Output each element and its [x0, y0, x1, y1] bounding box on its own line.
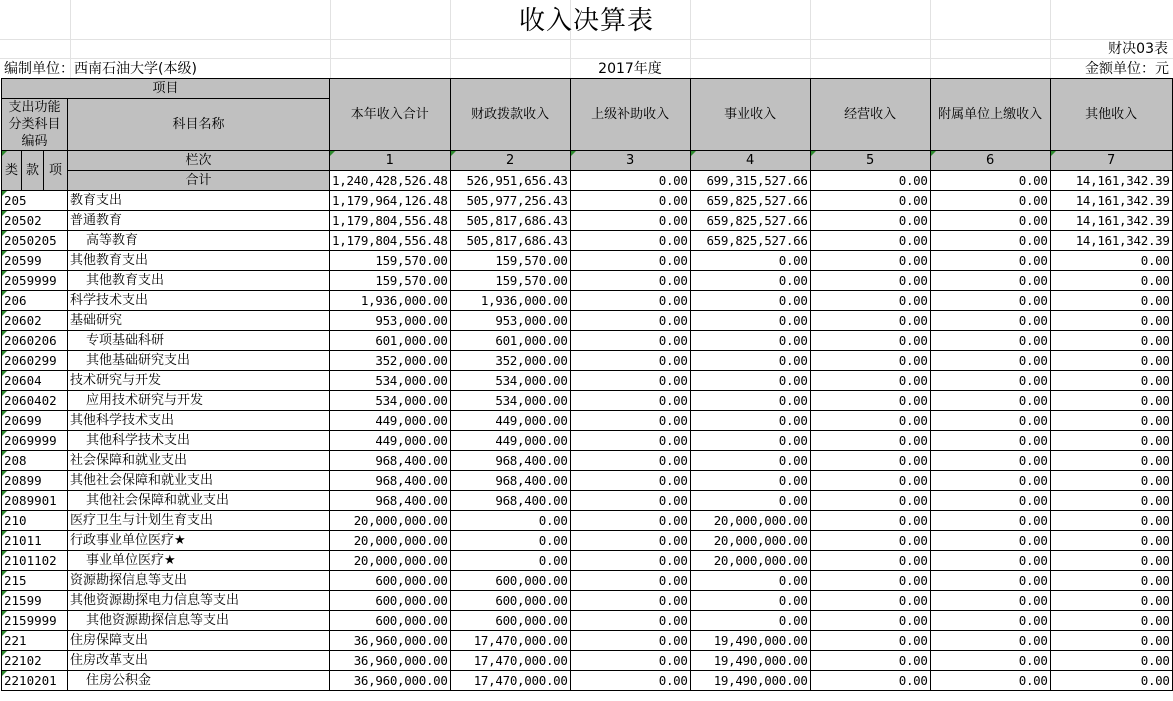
- row-code-cell[interactable]: 205: [2, 191, 68, 211]
- row-value-cell-2[interactable]: 17,470,000.00: [450, 671, 570, 691]
- row-value-cell-6[interactable]: 0.00: [930, 311, 1050, 331]
- header-affiliated-income[interactable]: 附属单位上缴收入: [930, 79, 1050, 151]
- row-value-cell-7[interactable]: 0.00: [1050, 291, 1172, 311]
- table-row: [2, 531, 1173, 551]
- row-name-cell[interactable]: 住房保障支出: [68, 631, 330, 651]
- row-code-cell[interactable]: 2159999: [2, 611, 68, 631]
- row-value-cell-7[interactable]: 0.00: [1050, 571, 1172, 591]
- row-value-cell-5[interactable]: 0.00: [810, 531, 930, 551]
- row-value-cell-2[interactable]: 534,000.00: [450, 391, 570, 411]
- row-code-cell[interactable]: 21599: [2, 591, 68, 611]
- row-value-cell-7[interactable]: 14,161,342.39: [1050, 211, 1172, 231]
- row-value-cell-1[interactable]: 1,179,804,556.48: [330, 231, 451, 251]
- row-value-cell-3[interactable]: 0.00: [570, 331, 690, 351]
- row-name-cell[interactable]: 高等教育: [68, 231, 330, 251]
- row-value-cell-1[interactable]: 600,000.00: [330, 591, 451, 611]
- row-value-cell-6[interactable]: 0.00: [930, 611, 1050, 631]
- row-value-cell-4[interactable]: 19,490,000.00: [690, 671, 810, 691]
- row-value-cell-7[interactable]: 0.00: [1050, 391, 1172, 411]
- row-value-cell-4[interactable]: 0.00: [690, 591, 810, 611]
- row-value-cell-6[interactable]: 0.00: [930, 331, 1050, 351]
- row-value-cell-6[interactable]: 0.00: [930, 451, 1050, 471]
- col-number-7[interactable]: 7: [1050, 151, 1172, 171]
- row-code-cell[interactable]: 215: [2, 571, 68, 591]
- row-name-cell[interactable]: 住房改革支出: [68, 651, 330, 671]
- col-number-3[interactable]: 3: [570, 151, 690, 171]
- total-cell-4[interactable]: 699,315,527.66: [690, 171, 810, 191]
- row-value-cell-2[interactable]: 0.00: [450, 531, 570, 551]
- row-value-cell-3[interactable]: 0.00: [570, 491, 690, 511]
- row-name-cell[interactable]: 其他科学技术支出: [68, 411, 330, 431]
- row-value-cell-5[interactable]: 0.00: [810, 551, 930, 571]
- row-value-cell-5[interactable]: 0.00: [810, 251, 930, 271]
- row-value-cell-4[interactable]: 0.00: [690, 311, 810, 331]
- header-business-income[interactable]: 事业收入: [690, 79, 810, 151]
- row-value-cell-5[interactable]: 0.00: [810, 291, 930, 311]
- row-value-cell-3[interactable]: 0.00: [570, 571, 690, 591]
- row-value-cell-4[interactable]: 20,000,000.00: [690, 531, 810, 551]
- row-value-cell-5[interactable]: 0.00: [810, 191, 930, 211]
- row-value-cell-5[interactable]: 0.00: [810, 451, 930, 471]
- row-value-cell-2[interactable]: 159,570.00: [450, 251, 570, 271]
- row-value-cell-5[interactable]: 0.00: [810, 511, 930, 531]
- table-row: [2, 231, 1173, 251]
- row-value-cell-7[interactable]: 0.00: [1050, 411, 1172, 431]
- row-value-cell-1[interactable]: 600,000.00: [330, 571, 451, 591]
- row-value-cell-6[interactable]: 0.00: [930, 291, 1050, 311]
- col-number-6[interactable]: 6: [930, 151, 1050, 171]
- row-value-cell-1[interactable]: 36,960,000.00: [330, 671, 451, 691]
- row-value-cell-2[interactable]: 968,400.00: [450, 471, 570, 491]
- row-value-cell-6[interactable]: 0.00: [930, 271, 1050, 291]
- row-value-cell-1[interactable]: 600,000.00: [330, 611, 451, 631]
- row-value-cell-1[interactable]: 159,570.00: [330, 271, 451, 291]
- row-name-cell[interactable]: 医疗卫生与计划生育支出: [68, 511, 330, 531]
- row-value-cell-3[interactable]: 0.00: [570, 251, 690, 271]
- row-code-cell[interactable]: 2060206: [2, 331, 68, 351]
- row-value-cell-1[interactable]: 968,400.00: [330, 451, 451, 471]
- row-code-cell[interactable]: 2060402: [2, 391, 68, 411]
- row-value-cell-3[interactable]: 0.00: [570, 511, 690, 531]
- row-value-cell-1[interactable]: 601,000.00: [330, 331, 451, 351]
- header-fiscal-income[interactable]: 财政拨款收入: [450, 79, 570, 151]
- row-value-cell-6[interactable]: 0.00: [930, 431, 1050, 451]
- row-value-cell-1[interactable]: 20,000,000.00: [330, 511, 451, 531]
- row-name-cell[interactable]: 其他社会保障和就业支出: [68, 471, 330, 491]
- row-value-cell-3[interactable]: 0.00: [570, 591, 690, 611]
- header-lei[interactable]: 类: [2, 151, 22, 191]
- row-value-cell-1[interactable]: 1,179,964,126.48: [330, 191, 451, 211]
- table-row: [2, 251, 1173, 271]
- row-value-cell-6[interactable]: 0.00: [930, 471, 1050, 491]
- row-name-cell[interactable]: 专项基础科研: [68, 331, 330, 351]
- table-row: [2, 411, 1173, 431]
- row-code-cell[interactable]: 20602: [2, 311, 68, 331]
- row-value-cell-5[interactable]: 0.00: [810, 471, 930, 491]
- row-value-cell-7[interactable]: 0.00: [1050, 251, 1172, 271]
- row-value-cell-3[interactable]: 0.00: [570, 431, 690, 451]
- row-value-cell-1[interactable]: 1,179,804,556.48: [330, 211, 451, 231]
- row-name-cell[interactable]: 科学技术支出: [68, 291, 330, 311]
- row-value-cell-4[interactable]: 0.00: [690, 491, 810, 511]
- row-value-cell-6[interactable]: 0.00: [930, 251, 1050, 271]
- row-value-cell-3[interactable]: 0.00: [570, 631, 690, 651]
- row-value-cell-2[interactable]: 352,000.00: [450, 351, 570, 371]
- row-value-cell-7[interactable]: 0.00: [1050, 511, 1172, 531]
- row-value-cell-4[interactable]: 20,000,000.00: [690, 511, 810, 531]
- row-value-cell-7[interactable]: 0.00: [1050, 551, 1172, 571]
- table-row: [2, 451, 1173, 471]
- table-row: [2, 391, 1173, 411]
- table-row: [2, 491, 1173, 511]
- row-value-cell-1[interactable]: 449,000.00: [330, 431, 451, 451]
- row-value-cell-7[interactable]: 0.00: [1050, 451, 1172, 471]
- row-value-cell-2[interactable]: 505,977,256.43: [450, 191, 570, 211]
- row-value-cell-2[interactable]: 600,000.00: [450, 591, 570, 611]
- header-item[interactable]: 项目: [2, 79, 330, 99]
- row-value-cell-7[interactable]: 0.00: [1050, 351, 1172, 371]
- row-value-cell-2[interactable]: 601,000.00: [450, 331, 570, 351]
- row-value-cell-6[interactable]: 0.00: [930, 411, 1050, 431]
- table-row: [2, 571, 1173, 591]
- row-value-cell-3[interactable]: 0.00: [570, 211, 690, 231]
- row-code-cell[interactable]: 20604: [2, 371, 68, 391]
- row-value-cell-3[interactable]: 0.00: [570, 311, 690, 331]
- row-value-cell-1[interactable]: 968,400.00: [330, 491, 451, 511]
- row-value-cell-4[interactable]: 19,490,000.00: [690, 651, 810, 671]
- row-code-cell[interactable]: 2059999: [2, 271, 68, 291]
- row-value-cell-2[interactable]: 953,000.00: [450, 311, 570, 331]
- row-value-cell-4[interactable]: 0.00: [690, 331, 810, 351]
- row-value-cell-7[interactable]: 0.00: [1050, 651, 1172, 671]
- row-code-cell[interactable]: 2210201: [2, 671, 68, 691]
- row-name-cell[interactable]: 普通教育: [68, 211, 330, 231]
- total-cell-1[interactable]: 1,240,428,526.48: [330, 171, 451, 191]
- row-value-cell-1[interactable]: 20,000,000.00: [330, 551, 451, 571]
- row-value-cell-1[interactable]: 968,400.00: [330, 471, 451, 491]
- row-value-cell-2[interactable]: 600,000.00: [450, 611, 570, 631]
- row-value-cell-4[interactable]: 20,000,000.00: [690, 551, 810, 571]
- row-value-cell-4[interactable]: 0.00: [690, 451, 810, 471]
- row-value-cell-3[interactable]: 0.00: [570, 191, 690, 211]
- table-row: [2, 591, 1173, 611]
- row-value-cell-3[interactable]: 0.00: [570, 551, 690, 571]
- row-code-cell[interactable]: 2050205: [2, 231, 68, 251]
- row-value-cell-7[interactable]: 0.00: [1050, 631, 1172, 651]
- row-value-cell-7[interactable]: 0.00: [1050, 431, 1172, 451]
- row-name-cell[interactable]: 社会保障和就业支出: [68, 451, 330, 471]
- row-value-cell-4[interactable]: 0.00: [690, 411, 810, 431]
- row-value-cell-5[interactable]: 0.00: [810, 571, 930, 591]
- row-name-cell[interactable]: 事业单位医疗★: [68, 551, 330, 571]
- table-row: [2, 551, 1173, 571]
- table-row: [2, 331, 1173, 351]
- table-row: [2, 191, 1173, 211]
- row-value-cell-7[interactable]: 14,161,342.39: [1050, 191, 1172, 211]
- row-value-cell-6[interactable]: 0.00: [930, 231, 1050, 251]
- header-lanci[interactable]: 栏次: [68, 151, 330, 171]
- row-value-cell-7[interactable]: 0.00: [1050, 491, 1172, 511]
- table-row: [2, 671, 1173, 691]
- total-cell-5[interactable]: 0.00: [810, 171, 930, 191]
- total-cell-2[interactable]: 526,951,656.43: [450, 171, 570, 191]
- row-value-cell-6[interactable]: 0.00: [930, 591, 1050, 611]
- row-value-cell-2[interactable]: 0.00: [450, 551, 570, 571]
- row-value-cell-6[interactable]: 0.00: [930, 671, 1050, 691]
- row-value-cell-4[interactable]: 0.00: [690, 391, 810, 411]
- row-value-cell-1[interactable]: 953,000.00: [330, 311, 451, 331]
- total-cell-3[interactable]: 0.00: [570, 171, 690, 191]
- row-value-cell-7[interactable]: 0.00: [1050, 471, 1172, 491]
- income-statement-table: [1, 78, 1173, 691]
- row-name-cell[interactable]: 其他教育支出: [68, 251, 330, 271]
- row-value-cell-3[interactable]: 0.00: [570, 651, 690, 671]
- row-value-cell-2[interactable]: 17,470,000.00: [450, 631, 570, 651]
- row-value-cell-4[interactable]: 0.00: [690, 251, 810, 271]
- header-subject-name[interactable]: 科目名称: [68, 99, 330, 151]
- header-total-income[interactable]: 本年收入合计: [330, 79, 451, 151]
- row-value-cell-1[interactable]: 534,000.00: [330, 371, 451, 391]
- row-name-cell[interactable]: 技术研究与开发: [68, 371, 330, 391]
- header-kuan[interactable]: 款: [22, 151, 44, 191]
- row-value-cell-1[interactable]: 449,000.00: [330, 411, 451, 431]
- row-value-cell-1[interactable]: 20,000,000.00: [330, 531, 451, 551]
- row-value-cell-6[interactable]: 0.00: [930, 491, 1050, 511]
- row-value-cell-1[interactable]: 36,960,000.00: [330, 651, 451, 671]
- row-value-cell-4[interactable]: 0.00: [690, 371, 810, 391]
- row-value-cell-5[interactable]: 0.00: [810, 591, 930, 611]
- row-name-cell[interactable]: 其他资源勘探信息等支出: [68, 611, 330, 631]
- row-value-cell-5[interactable]: 0.00: [810, 671, 930, 691]
- row-value-cell-3[interactable]: 0.00: [570, 671, 690, 691]
- row-code-cell[interactable]: 210: [2, 511, 68, 531]
- row-value-cell-4[interactable]: 0.00: [690, 611, 810, 631]
- fiscal-year: 2017年度: [598, 61, 662, 77]
- row-value-cell-2[interactable]: 968,400.00: [450, 451, 570, 471]
- row-value-cell-6[interactable]: 0.00: [930, 191, 1050, 211]
- row-value-cell-7[interactable]: 14,161,342.39: [1050, 231, 1172, 251]
- row-value-cell-1[interactable]: 534,000.00: [330, 391, 451, 411]
- row-value-cell-2[interactable]: 159,570.00: [450, 271, 570, 291]
- row-value-cell-6[interactable]: 0.00: [930, 631, 1050, 651]
- row-value-cell-4[interactable]: 659,825,527.66: [690, 191, 810, 211]
- row-value-cell-1[interactable]: 1,936,000.00: [330, 291, 451, 311]
- table-row: [2, 511, 1173, 531]
- row-value-cell-5[interactable]: 0.00: [810, 611, 930, 631]
- row-value-cell-5[interactable]: 0.00: [810, 351, 930, 371]
- col-number-4[interactable]: 4: [690, 151, 810, 171]
- row-name-cell[interactable]: 住房公积金: [68, 671, 330, 691]
- row-value-cell-2[interactable]: 449,000.00: [450, 431, 570, 451]
- row-value-cell-6[interactable]: 0.00: [930, 351, 1050, 371]
- row-value-cell-3[interactable]: 0.00: [570, 231, 690, 251]
- row-value-cell-6[interactable]: 0.00: [930, 371, 1050, 391]
- table-row: [2, 631, 1173, 651]
- row-value-cell-5[interactable]: 0.00: [810, 231, 930, 251]
- row-code-cell[interactable]: 208: [2, 451, 68, 471]
- row-code-cell[interactable]: 20599: [2, 251, 68, 271]
- table-row: [2, 471, 1173, 491]
- header-superior-subsidy[interactable]: 上级补助收入: [570, 79, 690, 151]
- row-name-cell[interactable]: 其他基础研究支出: [68, 351, 330, 371]
- row-value-cell-4[interactable]: 0.00: [690, 291, 810, 311]
- row-code-cell[interactable]: 2089901: [2, 491, 68, 511]
- row-value-cell-5[interactable]: 0.00: [810, 211, 930, 231]
- row-value-cell-3[interactable]: 0.00: [570, 611, 690, 631]
- row-name-cell[interactable]: 教育支出: [68, 191, 330, 211]
- row-name-cell[interactable]: 应用技术研究与开发: [68, 391, 330, 411]
- row-value-cell-3[interactable]: 0.00: [570, 371, 690, 391]
- col-number-1[interactable]: 1: [330, 151, 451, 171]
- row-value-cell-4[interactable]: 19,490,000.00: [690, 631, 810, 651]
- row-value-cell-3[interactable]: 0.00: [570, 531, 690, 551]
- row-value-cell-2[interactable]: 1,936,000.00: [450, 291, 570, 311]
- row-code-cell[interactable]: 2101102: [2, 551, 68, 571]
- header-xiang[interactable]: 项: [44, 151, 68, 191]
- row-value-cell-3[interactable]: 0.00: [570, 411, 690, 431]
- row-value-cell-3[interactable]: 0.00: [570, 391, 690, 411]
- row-name-cell[interactable]: 其他科学技术支出: [68, 431, 330, 451]
- row-name-cell[interactable]: 基础研究: [68, 311, 330, 331]
- row-value-cell-6[interactable]: 0.00: [930, 391, 1050, 411]
- row-value-cell-2[interactable]: 600,000.00: [450, 571, 570, 591]
- table-row: [2, 371, 1173, 391]
- row-value-cell-1[interactable]: 36,960,000.00: [330, 631, 451, 651]
- row-value-cell-4[interactable]: 659,825,527.66: [690, 231, 810, 251]
- row-value-cell-3[interactable]: 0.00: [570, 351, 690, 371]
- table-row: [2, 271, 1173, 291]
- col-number-5[interactable]: 5: [810, 151, 930, 171]
- report-title: 收入决算表: [518, 6, 654, 36]
- reporting-unit: 编制单位：西南石油大学(本级): [4, 61, 197, 77]
- row-code-cell[interactable]: 2060299: [2, 351, 68, 371]
- row-value-cell-6[interactable]: 0.00: [930, 551, 1050, 571]
- total-cell-7[interactable]: 14,161,342.39: [1050, 171, 1172, 191]
- row-value-cell-3[interactable]: 0.00: [570, 271, 690, 291]
- total-label[interactable]: 合计: [68, 171, 330, 191]
- row-value-cell-1[interactable]: 352,000.00: [330, 351, 451, 371]
- table-row: [2, 651, 1173, 671]
- header-operating-income[interactable]: 经营收入: [810, 79, 930, 151]
- row-value-cell-2[interactable]: 505,817,686.43: [450, 231, 570, 251]
- row-value-cell-6[interactable]: 0.00: [930, 511, 1050, 531]
- total-cell-6[interactable]: 0.00: [930, 171, 1050, 191]
- row-name-cell[interactable]: 资源勘探信息等支出: [68, 571, 330, 591]
- col-number-2[interactable]: 2: [450, 151, 570, 171]
- row-value-cell-4[interactable]: 0.00: [690, 271, 810, 291]
- table-row: [2, 291, 1173, 311]
- table-row: [2, 351, 1173, 371]
- row-value-cell-5[interactable]: 0.00: [810, 331, 930, 351]
- row-value-cell-3[interactable]: 0.00: [570, 471, 690, 491]
- table-row: [2, 211, 1173, 231]
- row-value-cell-6[interactable]: 0.00: [930, 571, 1050, 591]
- row-code-cell[interactable]: 21011: [2, 531, 68, 551]
- row-value-cell-5[interactable]: 0.00: [810, 491, 930, 511]
- row-value-cell-1[interactable]: 159,570.00: [330, 251, 451, 271]
- row-value-cell-7[interactable]: 0.00: [1050, 531, 1172, 551]
- row-code-cell[interactable]: 20502: [2, 211, 68, 231]
- row-code-cell[interactable]: 20699: [2, 411, 68, 431]
- row-code-cell[interactable]: 22102: [2, 651, 68, 671]
- row-value-cell-2[interactable]: 17,470,000.00: [450, 651, 570, 671]
- row-value-cell-2[interactable]: 0.00: [450, 511, 570, 531]
- row-value-cell-7[interactable]: 0.00: [1050, 671, 1172, 691]
- row-value-cell-6[interactable]: 0.00: [930, 531, 1050, 551]
- row-code-cell[interactable]: 2069999: [2, 431, 68, 451]
- row-value-cell-2[interactable]: 449,000.00: [450, 411, 570, 431]
- row-value-cell-7[interactable]: 0.00: [1050, 591, 1172, 611]
- row-value-cell-2[interactable]: 505,817,686.43: [450, 211, 570, 231]
- table-row: [2, 431, 1173, 451]
- row-value-cell-5[interactable]: 0.00: [810, 271, 930, 291]
- row-value-cell-7[interactable]: 0.00: [1050, 371, 1172, 391]
- form-number: 财决03表: [1108, 41, 1168, 57]
- row-value-cell-4[interactable]: 0.00: [690, 571, 810, 591]
- row-code-cell[interactable]: 206: [2, 291, 68, 311]
- row-value-cell-6[interactable]: 0.00: [930, 211, 1050, 231]
- row-value-cell-2[interactable]: 534,000.00: [450, 371, 570, 391]
- header-function-code[interactable]: 支出功能分类科目编码: [2, 99, 68, 151]
- row-value-cell-7[interactable]: 0.00: [1050, 311, 1172, 331]
- row-value-cell-7[interactable]: 0.00: [1050, 611, 1172, 631]
- row-value-cell-5[interactable]: 0.00: [810, 371, 930, 391]
- row-value-cell-5[interactable]: 0.00: [810, 431, 930, 451]
- currency-unit: 金额单位：元: [1085, 61, 1169, 77]
- row-value-cell-5[interactable]: 0.00: [810, 311, 930, 331]
- table-row: [2, 311, 1173, 331]
- row-value-cell-6[interactable]: 0.00: [930, 651, 1050, 671]
- row-value-cell-4[interactable]: 0.00: [690, 471, 810, 491]
- row-value-cell-4[interactable]: 0.00: [690, 431, 810, 451]
- row-value-cell-5[interactable]: 0.00: [810, 391, 930, 411]
- row-code-cell[interactable]: 20899: [2, 471, 68, 491]
- header-other-income[interactable]: 其他收入: [1050, 79, 1172, 151]
- row-value-cell-7[interactable]: 0.00: [1050, 271, 1172, 291]
- row-value-cell-5[interactable]: 0.00: [810, 651, 930, 671]
- table-row: [2, 611, 1173, 631]
- row-value-cell-3[interactable]: 0.00: [570, 451, 690, 471]
- row-name-cell[interactable]: 其他教育支出: [68, 271, 330, 291]
- row-value-cell-4[interactable]: 0.00: [690, 351, 810, 371]
- row-value-cell-7[interactable]: 0.00: [1050, 331, 1172, 351]
- row-value-cell-4[interactable]: 659,825,527.66: [690, 211, 810, 231]
- row-value-cell-5[interactable]: 0.00: [810, 411, 930, 431]
- row-name-cell[interactable]: 其他社会保障和就业支出: [68, 491, 330, 511]
- row-value-cell-2[interactable]: 968,400.00: [450, 491, 570, 511]
- row-name-cell[interactable]: 其他资源勘探电力信息等支出: [68, 591, 330, 611]
- row-code-cell[interactable]: 221: [2, 631, 68, 651]
- row-name-cell[interactable]: 行政事业单位医疗★: [68, 531, 330, 551]
- row-value-cell-5[interactable]: 0.00: [810, 631, 930, 651]
- row-value-cell-3[interactable]: 0.00: [570, 291, 690, 311]
